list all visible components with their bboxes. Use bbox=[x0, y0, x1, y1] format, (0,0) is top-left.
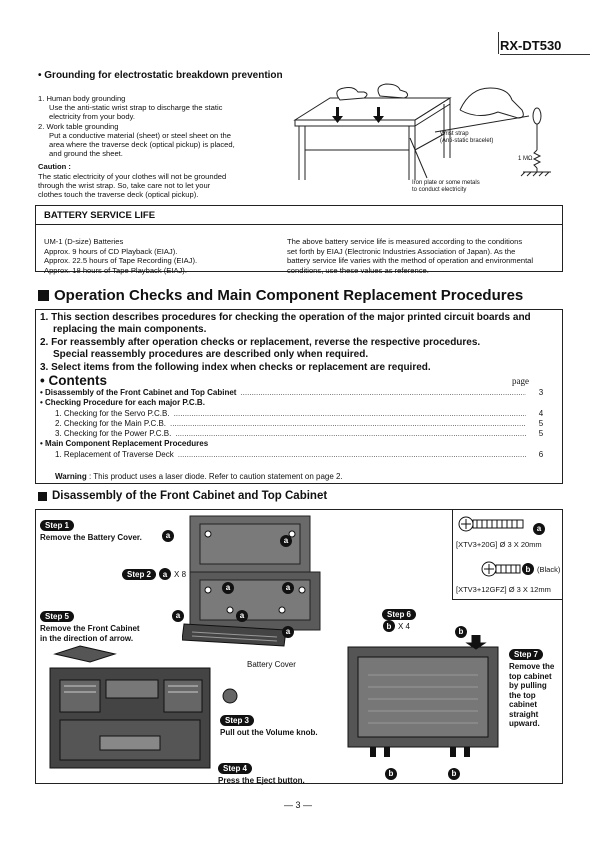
step-6: Step 6 bbox=[382, 604, 416, 622]
header-rule bbox=[500, 54, 590, 55]
battery-heading: BATTERY SERVICE LIFE bbox=[44, 210, 156, 221]
model-number: RX-DT530 bbox=[500, 38, 562, 53]
screw-marker-a: a bbox=[280, 530, 292, 548]
down-arrows bbox=[332, 107, 384, 123]
toc-item[interactable]: 2. Checking for the Main P.C.B. ..... 5 bbox=[40, 419, 560, 429]
step-5: Step 5 Remove the Front Cabinet in the direction of arrow. bbox=[40, 612, 140, 643]
step-6-count: b X 4 bbox=[383, 620, 410, 632]
screw-marker-a: a bbox=[282, 621, 294, 639]
iron-plate-label: Iron plate or some metals to conduct electricity bbox=[412, 180, 480, 193]
screw-marker-a: a bbox=[162, 525, 174, 543]
step-7: Step 7 Remove the top cabinet by pulling the top cabinet straight upward. bbox=[509, 650, 555, 728]
resistor-label: 1 MΩ bbox=[518, 156, 533, 162]
screw-b-marker: b (Black) bbox=[522, 563, 560, 575]
laser-warning: Warning : This product uses a laser diode. Refer to caution statement on page 2. bbox=[55, 472, 343, 481]
grounding-item-2: 2. Work table grounding bbox=[38, 121, 119, 131]
top-cabinet-illustration bbox=[340, 635, 505, 760]
volume-knob-icon bbox=[222, 688, 238, 704]
square-bullet-icon bbox=[38, 290, 49, 301]
contents-heading: • Contents bbox=[40, 373, 107, 388]
toc-item[interactable]: 1. Checking for the Servo P.C.B. ..... 4 bbox=[40, 409, 560, 419]
toc-item[interactable]: • Main Component Replacement Procedures bbox=[40, 439, 209, 449]
toc-item[interactable]: • Checking Procedure for each major P.C.B. bbox=[40, 398, 205, 408]
step-1: Step 1 Remove the Battery Cover. bbox=[40, 521, 142, 542]
wrist-strap-label: Wrist strap (Anti-static bracelet) bbox=[440, 131, 494, 144]
screw-marker-a: a bbox=[282, 577, 294, 595]
step-4: Step 4 Press the Eject button. bbox=[218, 764, 305, 785]
screw-marker-a: a bbox=[236, 605, 248, 623]
battery-heading-rule bbox=[35, 224, 563, 225]
screw-marker-a: a bbox=[222, 577, 234, 595]
toc-item[interactable]: 3. Checking for the Power P.C.B. ..... 5 bbox=[40, 429, 560, 439]
battery-note: The above battery service life is measured according to the conditions set forth by EIAJ (Electronic Industries Association of Japan). As the battery service life varies with the method of operation and environmental conditions, use these values as reference. bbox=[287, 237, 534, 275]
screw-b-spec: [XTV3+12GFZ] Ø 3 X 12mm bbox=[456, 585, 551, 594]
header-divider bbox=[498, 32, 499, 54]
screw-a-icon bbox=[457, 515, 527, 533]
work-table-drawing bbox=[295, 84, 450, 180]
square-bullet-icon bbox=[38, 492, 47, 501]
section-intro: 1. This section describes procedures for checking the operation of the major printed circuit boards and replacing the main components. 2. For reassembly after operation checks or replacement, reverse the respective procedures. Special reassembly procedures are described only when required. 3. Select items from the following index when checks or replacement are required. bbox=[40, 312, 531, 373]
screw-marker-a: a bbox=[172, 605, 184, 623]
screw-marker-b: b bbox=[455, 621, 467, 639]
caution-label: Caution : bbox=[38, 162, 71, 172]
disassembly-heading: Disassembly of the Front Cabinet and Top Cabinet bbox=[38, 490, 327, 502]
page-column-label: page bbox=[512, 376, 529, 386]
direction-arrow-icon bbox=[55, 646, 115, 662]
front-cabinet-illustration bbox=[40, 640, 220, 778]
screw-a-marker: a bbox=[533, 518, 545, 536]
grounding-heading: • Grounding for electrostatic breakdown prevention bbox=[38, 70, 283, 81]
toc-item[interactable]: • Disassembly of the Front Cabinet and Top Cabinet ..... 3 bbox=[40, 388, 560, 398]
grounding-item-1: 1. Human body grounding bbox=[38, 94, 126, 103]
section-heading: Operation Checks and Main Component Replacement Procedures bbox=[38, 287, 523, 304]
screw-b-icon bbox=[480, 560, 522, 578]
page-number: — 3 — bbox=[284, 800, 313, 810]
step-2: Step 2 a X 8 bbox=[122, 568, 186, 580]
step-3: Step 3 Pull out the Volume knob. bbox=[220, 716, 318, 737]
grounding-instructions: 1. Human body grounding Use the anti-static wrist strap to discharge the static electricity from your body. 2. Work table grounding Put a conductive material (sheet) or steel sheet on the area where the traverse deck (optical pickup) is placed, and ground the sheet. Caution : The static electricity of your clothes will not be grounded through the wrist strap. So, take care not to let your clothes touch the traverse deck (optical pickup). bbox=[38, 94, 283, 199]
table-of-contents bbox=[40, 388, 560, 460]
battery-cover-label: Battery Cover bbox=[247, 660, 296, 669]
battery-life-list: UM-1 (D-size) Batteries Approx. 9 hours of CD Playback (EIAJ). Approx. 22.5 hours of Tape Recording (EIAJ). Approx. 18 hours of Tape Playback (EIAJ). bbox=[44, 237, 198, 275]
screw-marker-b: b bbox=[385, 763, 397, 781]
screw-marker-b: b bbox=[448, 763, 460, 781]
screw-a-spec: [XTV3+20G] Ø 3 X 20mm bbox=[456, 540, 542, 549]
toc-item[interactable]: 1. Replacement of Traverse Deck ..... 6 bbox=[40, 450, 560, 460]
